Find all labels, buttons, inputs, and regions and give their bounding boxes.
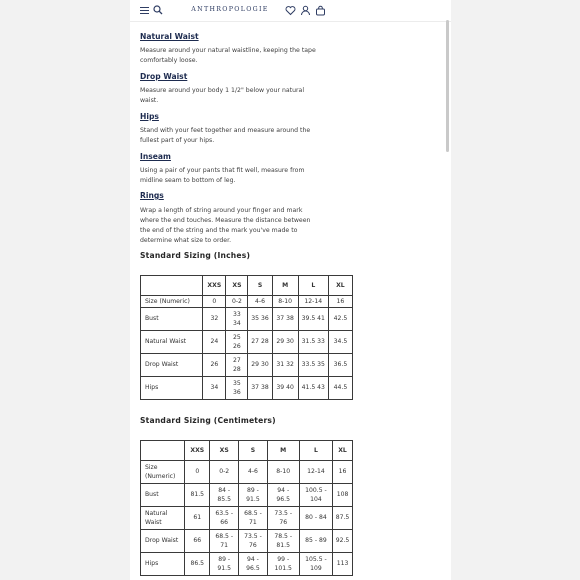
table-row	[141, 377, 353, 400]
table-cell: 86.5	[185, 553, 210, 576]
table-cell: 32	[203, 308, 226, 331]
table-cell: 34.5	[328, 331, 352, 354]
table-row	[141, 461, 353, 484]
table-cell: 105.5 - 109	[299, 553, 332, 576]
table-cell: 89 - 91.5	[239, 484, 267, 507]
table-cell: 44.5	[328, 377, 352, 400]
table-cell: 4-6	[248, 296, 272, 308]
table-cell: 29 30	[272, 331, 298, 354]
table-cell: 35 36	[226, 377, 248, 400]
table-cell: 36.5	[328, 354, 352, 377]
header-cell-l: L	[298, 276, 328, 296]
table-cell: 84 - 85.5	[210, 484, 239, 507]
table-cell: 89 - 91.5	[210, 553, 239, 576]
left-backdrop	[0, 0, 130, 580]
table-cell: 33.5 35	[298, 354, 328, 377]
table-cell: 0-2	[210, 461, 239, 484]
table-cell: 78.5 - 81.5	[267, 530, 299, 553]
table-cell: 94 - 96.5	[267, 484, 299, 507]
section-description: Wrap a length of string around your finger and mark where the end touches. Measure the distance between the end of the string and the mark you've made to determine what size to order.	[140, 207, 311, 244]
header-cell-xl: XL	[328, 276, 352, 296]
header-cell-m: M	[267, 441, 299, 461]
table-cell: 37 38	[272, 308, 298, 331]
account-icon[interactable]	[300, 5, 311, 16]
header-cell-xxs: XXS	[185, 441, 210, 461]
table-cell: 31.5 33	[298, 331, 328, 354]
row-label: Drop Waist	[141, 530, 185, 553]
table-row	[141, 484, 353, 507]
header-cell-s: S	[248, 276, 272, 296]
table-cell: 68.5 - 71	[239, 507, 267, 530]
table-row	[141, 296, 353, 308]
table-cell: 26	[203, 354, 226, 377]
table-cell: 73.5 - 76	[239, 530, 267, 553]
header-cell-xxs: XXS	[203, 276, 226, 296]
header-cell-xs: XS	[210, 441, 239, 461]
table-cell: 8-10	[267, 461, 299, 484]
row-label: Hips	[141, 377, 203, 400]
table-cell: 24	[203, 331, 226, 354]
table-header-row	[141, 441, 353, 461]
row-label: Drop Waist	[141, 354, 203, 377]
table-cell: 42.5	[328, 308, 352, 331]
table-row	[141, 507, 353, 530]
table-cell: 92.5	[333, 530, 353, 553]
site-header	[130, 0, 451, 22]
table-cell: 39.5 41	[298, 308, 328, 331]
row-label: Bust	[141, 308, 203, 331]
table-row	[141, 354, 353, 377]
section-title: Drop Waist	[140, 72, 188, 81]
table-title-inches: Standard Sizing (Inches)	[140, 251, 251, 260]
table-cell: 0	[203, 296, 226, 308]
bag-icon[interactable]	[315, 5, 326, 16]
table-cell: 25 26	[226, 331, 248, 354]
header-cell-xs: XS	[226, 276, 248, 296]
table-row	[141, 308, 353, 331]
header-cell-empty	[141, 276, 203, 296]
section-description: Stand with your feet together and measure around the fullest part of your hips.	[140, 127, 311, 144]
section-description: Using a pair of your pants that fit well, measure from midline seam to bottom of leg.	[140, 167, 305, 184]
table-cell: 113	[333, 553, 353, 576]
table-cell: 8-10	[272, 296, 298, 308]
table-cell: 39 40	[272, 377, 298, 400]
table-cell: 16	[333, 461, 353, 484]
table-cell: 35 36	[248, 308, 272, 331]
right-backdrop	[451, 0, 580, 580]
table-cell: 87.5	[333, 507, 353, 530]
search-icon[interactable]	[153, 5, 163, 15]
table-cell: 81.5	[185, 484, 210, 507]
table-cell: 16	[328, 296, 352, 308]
table-cell: 27 28	[248, 331, 272, 354]
header-cell-s: S	[239, 441, 267, 461]
section-title: Inseam	[140, 152, 171, 161]
table-cell: 68.5 - 71	[210, 530, 239, 553]
sizing-table-inches	[140, 275, 353, 400]
table-title-cm: Standard Sizing (Centimeters)	[140, 416, 276, 425]
table-cell: 37 38	[248, 377, 272, 400]
header-cell-empty	[141, 441, 185, 461]
section-description: Measure around your body 1 1/2" below your natural waist.	[140, 87, 305, 104]
table-cell: 66	[185, 530, 210, 553]
section-title: Hips	[140, 112, 159, 121]
header-cell-l: L	[299, 441, 332, 461]
table-row	[141, 331, 353, 354]
row-label: Hips	[141, 553, 185, 576]
menu-icon[interactable]	[140, 7, 149, 14]
table-cell: 29 30	[248, 354, 272, 377]
row-label: Natural Waist	[141, 331, 203, 354]
section-description: Measure around your natural waistline, keeping the tape comfortably loose.	[140, 47, 316, 64]
heart-icon[interactable]	[285, 5, 296, 16]
table-cell: 94 - 96.5	[239, 553, 267, 576]
table-cell: 85 - 89	[299, 530, 332, 553]
table-cell: 99 - 101.5	[267, 553, 299, 576]
table-header-row	[141, 276, 353, 296]
table-row	[141, 530, 353, 553]
mobile-page	[130, 0, 451, 580]
row-label: Bust	[141, 484, 185, 507]
sizing-table-cm	[140, 440, 353, 576]
table-cell: 108	[333, 484, 353, 507]
table-cell: 80 - 84	[299, 507, 332, 530]
row-label: Natural Waist	[141, 507, 185, 530]
table-row	[141, 553, 353, 576]
table-cell: 31 32	[272, 354, 298, 377]
table-cell: 0	[185, 461, 210, 484]
table-cell: 12-14	[299, 461, 332, 484]
table-cell: 100.5 - 104	[299, 484, 332, 507]
section-title: Natural Waist	[140, 32, 199, 41]
table-cell: 34	[203, 377, 226, 400]
table-cell: 41.5 43	[298, 377, 328, 400]
row-label: Size (Numeric)	[141, 461, 185, 484]
table-cell: 0-2	[226, 296, 248, 308]
brand-logo[interactable]: ANTHROPOLOGIE	[191, 6, 269, 13]
header-cell-xl: XL	[333, 441, 353, 461]
table-cell: 61	[185, 507, 210, 530]
table-cell: 73.5 - 76	[267, 507, 299, 530]
section-title: Rings	[140, 191, 164, 200]
table-cell: 63.5 - 66	[210, 507, 239, 530]
table-cell: 12-14	[298, 296, 328, 308]
table-cell: 33 34	[226, 308, 248, 331]
table-cell: 4-6	[239, 461, 267, 484]
table-cell: 27 28	[226, 354, 248, 377]
row-label: Size (Numeric)	[141, 296, 203, 308]
header-cell-m: M	[272, 276, 298, 296]
scrollbar[interactable]	[446, 20, 449, 152]
